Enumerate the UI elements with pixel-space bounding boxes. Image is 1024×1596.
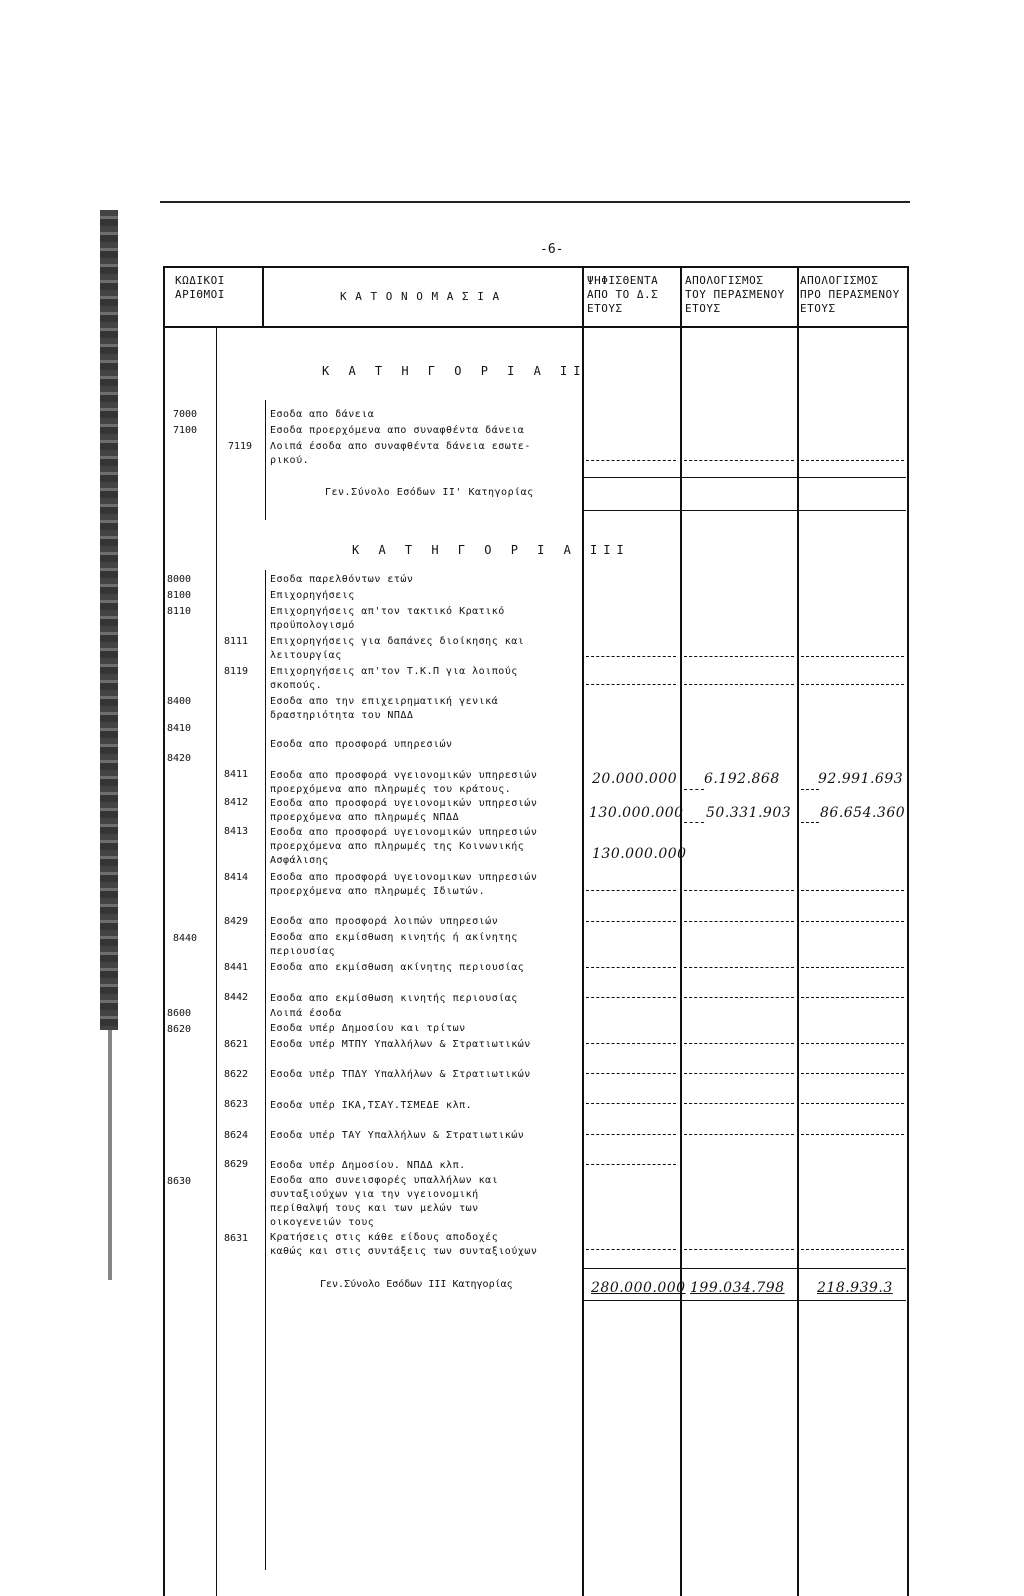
dash xyxy=(801,1073,904,1074)
row-text: Λοιπά έσοδα απο συναφθέντα δάνεια εσωτε- xyxy=(270,441,531,452)
row-text: Εσοδα απο την επιχειρηματική γενικά xyxy=(270,696,499,707)
dash xyxy=(684,684,794,685)
dash xyxy=(801,1043,904,1044)
dash xyxy=(684,921,794,922)
code-8623: 8623 xyxy=(224,1099,249,1110)
code-8631: 8631 xyxy=(224,1233,249,1244)
code-8420: 8420 xyxy=(167,753,192,764)
row-text: περίθαλψή τους και των μελών των xyxy=(270,1203,479,1214)
header-last-year xyxy=(685,274,785,316)
code-7000: 7000 xyxy=(173,409,198,420)
header-nomenclature: Κ Α Τ Ο Ν Ο Μ Α Σ Ι Α xyxy=(340,290,501,303)
dash xyxy=(586,1134,676,1135)
row-text: προϋπολογισμό xyxy=(270,620,355,631)
row-text: Εσοδα απο εκμίσθωση κινητής ή ακίνητης xyxy=(270,932,518,943)
code-8629: 8629 xyxy=(224,1159,249,1170)
row-text: οικογενειών τους xyxy=(270,1217,375,1228)
row-text: Εσοδα υπέρ ΙΚΑ,ΤΣΑΥ.ΤΣΜΕΔΕ κλπ. xyxy=(270,1100,473,1111)
header-year-before xyxy=(800,274,900,316)
code-8441: 8441 xyxy=(224,962,249,973)
dash xyxy=(801,789,819,790)
dash xyxy=(684,1249,794,1250)
scan-artifact-lower xyxy=(108,1030,112,1280)
dash xyxy=(684,1043,794,1044)
row-text: προερχόμενα απο πληρωμές της Κοινωνικής xyxy=(270,841,525,852)
page-number: -6- xyxy=(540,242,564,257)
col-divider-sub-iii xyxy=(265,570,266,1570)
dash xyxy=(684,822,704,823)
header-year-before-line1: ΑΠΟΛΟΓΙΣΜΟΣ xyxy=(800,274,879,287)
top-rule xyxy=(160,201,910,203)
amount-8411-before: 92.991.693 xyxy=(818,771,904,787)
code-8440: 8440 xyxy=(173,933,198,944)
code-7119: 7119 xyxy=(228,441,253,452)
col-divider-1 xyxy=(262,266,264,326)
row-text: Εσοδα παρελθόντων ετών xyxy=(270,574,414,585)
row-text: δραστηριότητα του ΝΠΔΔ xyxy=(270,710,414,721)
code-8100: 8100 xyxy=(167,590,192,601)
amount-8413-voted: 130.000.000 xyxy=(592,846,687,862)
code-7100: 7100 xyxy=(173,425,198,436)
dash xyxy=(801,890,904,891)
code-8620: 8620 xyxy=(167,1024,192,1035)
dash xyxy=(586,921,676,922)
dash xyxy=(684,656,794,657)
code-8111: 8111 xyxy=(224,636,249,647)
col-divider-5 xyxy=(797,266,799,1596)
code-8622: 8622 xyxy=(224,1069,249,1080)
header-last-year-line1: ΑΠΟΛΟΓΙΣΜΟΣ xyxy=(685,274,764,287)
header-year-before-line2: ΠΡΟ ΠΕΡΑΣΜΕΝΟΥ xyxy=(800,288,900,301)
scan-artifact xyxy=(100,210,118,1030)
row-text: Εσοδα απο προσφορά νγειονομικών υπηρεσιών xyxy=(270,770,538,781)
row-text: Εσοδα απο προσφορά υγειονομικών υπηρεσιών xyxy=(270,798,538,809)
row-text: προερχόμενα απο πληρωμές ΝΠΔΔ xyxy=(270,812,460,823)
code-8429: 8429 xyxy=(224,916,249,927)
dash xyxy=(684,1073,794,1074)
dash xyxy=(586,997,676,998)
header-codes xyxy=(175,274,225,302)
dash xyxy=(684,460,794,461)
code-8400: 8400 xyxy=(167,696,192,707)
dash xyxy=(586,684,676,685)
row-text: ρικού. xyxy=(270,455,310,466)
table-right-border xyxy=(907,266,909,1596)
row-text: Εσοδα υπέρ ΜΤΠΥ Υπαλλήλων & Στρατιωτικών xyxy=(270,1039,531,1050)
row-text: σκοπούς. xyxy=(270,680,323,691)
col-divider-3 xyxy=(582,266,584,1596)
row-text: Εσοδα υπέρ ΤΠΔΥ Υπαλλήλων & Στρατιωτικών xyxy=(270,1069,531,1080)
row-text: Εσοδα υπέρ ΤΑΥ Υπαλλήλων & Στρατιωτικών xyxy=(270,1130,525,1141)
header-last-year-line3: ΕΤΟΥΣ xyxy=(685,302,721,315)
code-8442: 8442 xyxy=(224,992,249,1003)
total-rule-top xyxy=(584,1268,906,1269)
dash xyxy=(801,684,904,685)
total-rule-bottom xyxy=(584,1300,906,1301)
header-voted xyxy=(587,274,658,316)
code-8630: 8630 xyxy=(167,1176,192,1187)
row-text: Εσοδα υπέρ Δημοσίου. ΝΠΔΔ κλπ. xyxy=(270,1160,466,1171)
row-text: Ασφάλισης xyxy=(270,855,329,866)
dash xyxy=(586,967,676,968)
row-text: περιουσίας xyxy=(270,946,336,957)
dash xyxy=(586,656,676,657)
dash xyxy=(684,1103,794,1104)
code-8414: 8414 xyxy=(224,872,249,883)
dash xyxy=(684,967,794,968)
row-text: Εσοδα απο δάνεια xyxy=(270,409,375,420)
category-iii-total-label: Γεν.Σύνολο Εσόδων ΙΙΙ Κατηγορίας xyxy=(320,1279,513,1290)
table-left-border xyxy=(163,266,165,1596)
code-8110: 8110 xyxy=(167,606,192,617)
row-text: Επιχορηγήσεις xyxy=(270,590,355,601)
header-codes-line1: ΚΩΔΙΚΟΙ xyxy=(175,274,225,287)
row-text: Εσοδα απο εκμίσθωση κινητής περιουσίας xyxy=(270,993,518,1004)
dash xyxy=(586,1043,676,1044)
dash xyxy=(684,1134,794,1135)
code-8412: 8412 xyxy=(224,797,249,808)
row-text: Εσοδα απο προσφορά υγειονομικών υπηρεσιών xyxy=(270,827,538,838)
col-divider-code xyxy=(216,326,217,1596)
category-ii-total-label: Γεν.Σύνολο Εσόδων ΙΙ' Κατηγορίας xyxy=(325,487,534,498)
row-text: προερχόμενα απο πληρωμές του κράτους. xyxy=(270,784,512,795)
total-iii-last: 199.034.798 xyxy=(690,1280,785,1296)
dash xyxy=(586,1073,676,1074)
col-divider-4 xyxy=(680,266,682,1596)
amount-8412-voted: 130.000.000 xyxy=(589,805,684,821)
dash xyxy=(684,789,704,790)
code-8624: 8624 xyxy=(224,1130,249,1141)
dash xyxy=(586,1249,676,1250)
row-text: Επιχορηγήσεις για δαπάνες διοίκησης και xyxy=(270,636,525,647)
code-8621: 8621 xyxy=(224,1039,249,1050)
header-voted-line2: ΑΠΟ ΤΟ Δ.Σ xyxy=(587,288,659,301)
row-text: Εσοδα προερχόμενα απο συναφθέντα δάνεια xyxy=(270,425,525,436)
row-text: Επιχορηγήσεις απ'τον τακτικό Κρατικό xyxy=(270,606,505,617)
col-divider-sub-ii xyxy=(265,400,266,520)
subtotal-rule xyxy=(584,477,906,478)
dash xyxy=(684,997,794,998)
row-text: λειτουργίας xyxy=(270,650,342,661)
row-text: Κρατήσεις στις κάθε είδους αποδοχές xyxy=(270,1232,499,1243)
row-text: Επιχορηγήσεις απ'τον Τ.Κ.Π για λοιπούς xyxy=(270,666,518,677)
row-text: Λοιπά έσοδα xyxy=(270,1008,342,1019)
row-text: Εσοδα απο προσφορά υπηρεσιών xyxy=(270,739,453,750)
category-ii-title: Κ Α Τ Η Γ Ο Ρ Ι Α ΙΙ xyxy=(322,364,587,378)
dash xyxy=(586,890,676,891)
amount-8411-last: 6.192.868 xyxy=(704,771,780,787)
dash xyxy=(801,656,904,657)
subtotal-rule xyxy=(584,510,906,511)
dash xyxy=(801,1134,904,1135)
row-text: Εσοδα απο συνεισφορές υπαλλήλων και xyxy=(270,1175,499,1186)
dash xyxy=(586,460,676,461)
code-8411: 8411 xyxy=(224,769,249,780)
dash xyxy=(801,460,904,461)
row-text: Εσοδα απο εκμίσθωση ακίνητης περιουσίας xyxy=(270,962,525,973)
row-text: Εσοδα υπέρ Δημοσίου και τρίτων xyxy=(270,1023,466,1034)
dash xyxy=(801,1103,904,1104)
total-iii-before: 218.939.3 xyxy=(817,1280,893,1296)
header-codes-line2: ΑΡΙΘΜΟΙ xyxy=(175,288,225,301)
row-text: προερχόμενα απο πληρωμές Ιδιωτών. xyxy=(270,886,486,897)
header-voted-line3: ΕΤΟΥΣ xyxy=(587,302,623,315)
dash xyxy=(586,1103,676,1104)
row-text: συνταξιούχων για την νγειονομική xyxy=(270,1189,479,1200)
code-8000: 8000 xyxy=(167,574,192,585)
dash xyxy=(684,890,794,891)
header-last-year-line2: ΤΟΥ ΠΕΡΑΣΜΕΝΟΥ xyxy=(685,288,785,301)
category-iii-title: Κ Α Τ Η Γ Ο Ρ Ι Α ΙΙΙ xyxy=(352,543,630,557)
dash xyxy=(586,1164,676,1165)
dash xyxy=(801,1249,904,1250)
row-text: καθώς και στις συντάξεις των συνταξιούχων xyxy=(270,1246,538,1257)
dash xyxy=(801,967,904,968)
code-8413: 8413 xyxy=(224,826,249,837)
row-text: Εσοδα απο προσφορά λοιπών υπηρεσιών xyxy=(270,916,499,927)
dash xyxy=(801,997,904,998)
dash xyxy=(801,822,819,823)
code-8600: 8600 xyxy=(167,1008,192,1019)
amount-8412-last: 50.331.903 xyxy=(706,805,792,821)
total-iii-voted: 280.000.000 xyxy=(591,1280,686,1296)
amount-8412-before: 86.654.360 xyxy=(820,805,906,821)
code-8410: 8410 xyxy=(167,723,192,734)
code-8119: 8119 xyxy=(224,666,249,677)
header-year-before-line3: ΕΤΟΥΣ xyxy=(800,302,836,315)
amount-8411-voted: 20.000.000 xyxy=(592,771,678,787)
dash xyxy=(801,921,904,922)
row-text: Εσοδα απο προσφορά υγειονομικων υπηρεσιών xyxy=(270,872,538,883)
header-voted-line1: ΨΗΦΙΣΘΕΝΤΑ xyxy=(587,274,659,287)
